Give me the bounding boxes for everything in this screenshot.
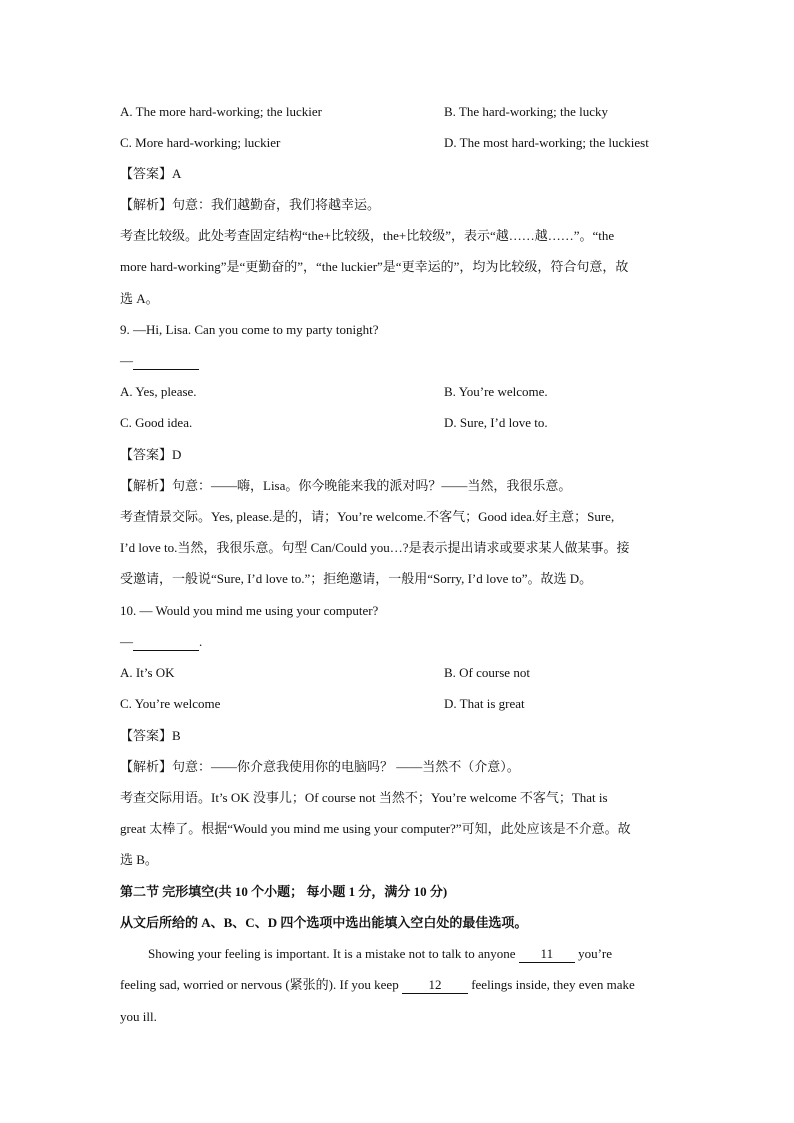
q10-answer: 【答案】B	[120, 728, 181, 743]
passage-line: you ill.	[120, 1009, 157, 1024]
q9-option-a: A. Yes, please.	[120, 384, 197, 399]
q10-analysis-line: 考查交际用语。It’s OK 没事儿；Of course not 当然不；You’re welcome 不客气；That is	[120, 790, 608, 805]
q8-option-a: A. The more hard-working; the luckier	[120, 104, 322, 119]
q10-analysis-line: great 太棒了。根据“Would you mind me using your computer?”可知，此处应该是不介意。故	[120, 821, 631, 836]
q9-reply-line	[120, 352, 199, 370]
q9-analysis-line: 考查情景交际。Yes, please.是的，请；You’re welcome.不客气；Good idea.好主意；Sure,	[120, 509, 615, 524]
section-instruction: 从文后所给的 A、B、C、D 四个选项中选出能填入空白处的最佳选项。	[120, 915, 528, 930]
q10-analysis-line: 选 B。	[120, 852, 158, 867]
reply-period: .	[199, 634, 203, 649]
q8-analysis-line: 选 A。	[120, 291, 159, 306]
passage-text: feeling sad, worried or nervous (紧张的). If you keep	[120, 977, 399, 992]
answer-blank	[133, 353, 199, 370]
passage-line	[120, 976, 635, 994]
passage-text: you’re	[578, 946, 612, 961]
q10-analysis-line: 【解析】句意：——你介意我使用你的电脑吗？ ——当然不（介意）。	[120, 759, 520, 774]
q10-option-a: A. It’s OK	[120, 665, 175, 680]
q9-question: 9. —Hi, Lisa. Can you come to my party tonight?	[120, 322, 379, 337]
cloze-blank: 11	[519, 946, 575, 963]
passage-line	[148, 945, 612, 963]
q8-option-d: D. The most hard-working; the luckiest	[444, 135, 649, 150]
q9-option-d: D. Sure, I’d love to.	[444, 415, 548, 430]
q8-answer: 【答案】A	[120, 166, 182, 181]
q10-option-c: C. You’re welcome	[120, 696, 221, 711]
q8-analysis-line: more hard-working”是“更勤奋的”，“the luckier”是“更幸运的”，均为比较级，符合句意，故	[120, 259, 629, 274]
cloze-blank: 12	[402, 977, 468, 994]
reply-dash: —	[120, 634, 133, 649]
q8-option-c: C. More hard-working; luckier	[120, 135, 281, 150]
q10-option-d: D. That is great	[444, 696, 525, 711]
q9-answer: 【答案】D	[120, 447, 182, 462]
q10-question: 10. — Would you mind me using your computer?	[120, 603, 379, 618]
section-heading: 第二节 完形填空(共 10 个小题； 每小题 1 分，满分 10 分)	[120, 884, 448, 899]
q8-analysis-line: 考查比较级。此处考查固定结构“the+比较级，the+比较级”，表示“越……越……”。“the	[120, 228, 615, 243]
q9-option-b: B. You’re welcome.	[444, 384, 548, 399]
answer-blank	[133, 634, 199, 651]
reply-dash: —	[120, 353, 133, 368]
passage-text: feelings inside, they even make	[471, 977, 635, 992]
q10-reply-line	[120, 633, 202, 651]
passage-text: Showing your feeling is important. It is a mistake not to talk to anyone	[148, 946, 516, 961]
q10-option-b: B. Of course not	[444, 665, 530, 680]
q9-analysis-line: I’d love to.当然，我很乐意。句型 Can/Could you…?是表示提出请求或要求某人做某事。接	[120, 540, 630, 555]
q9-option-c: C. Good idea.	[120, 415, 193, 430]
q9-analysis-line: 受邀请，一般说“Sure, I’d love to.”；拒绝邀请，一般用“Sorry, I’d love to”。故选 D。	[120, 571, 593, 586]
q8-analysis-line: 【解析】句意：我们越勤奋，我们将越幸运。	[120, 197, 381, 212]
q8-option-b: B. The hard-working; the lucky	[444, 104, 609, 119]
q9-analysis-line: 【解析】句意：——嗨，Lisa。你今晚能来我的派对吗？——当然，我很乐意。	[120, 478, 572, 493]
